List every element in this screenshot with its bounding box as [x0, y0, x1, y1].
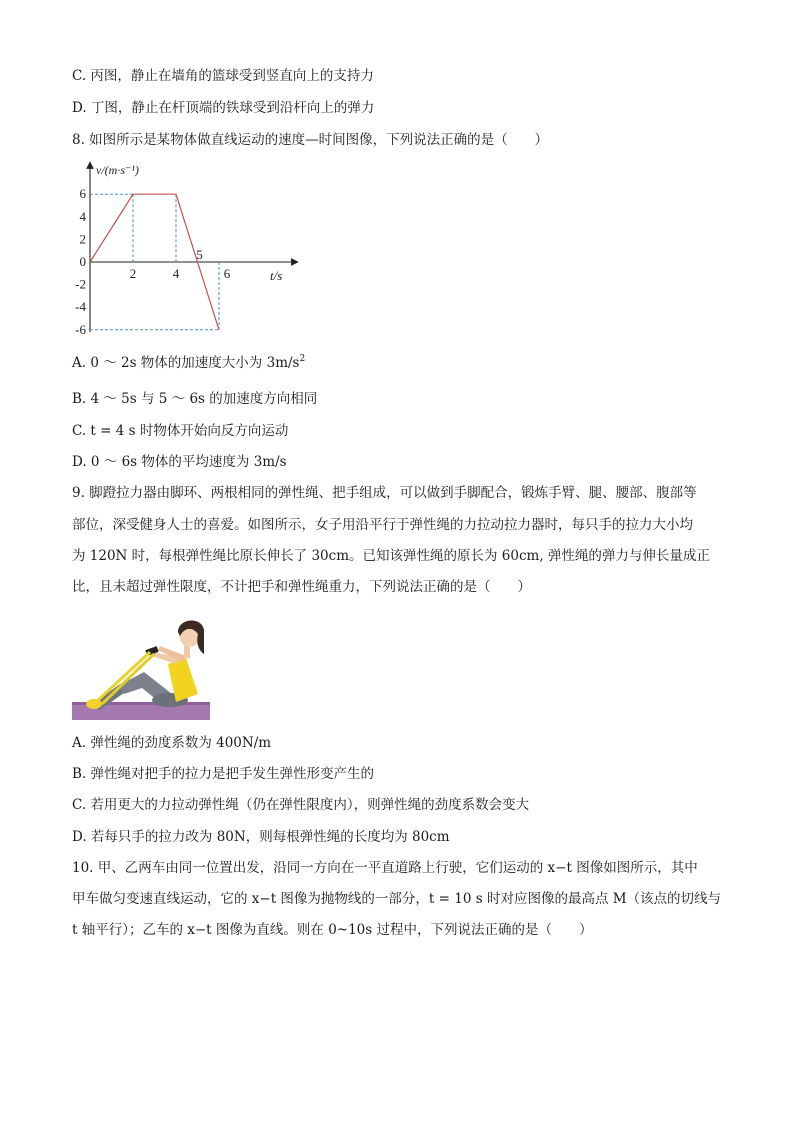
q9-option-c: C. 若用更大的力拉动弹性绳（仍在弹性限度内），则弹性绳的劲度系数会变大 [72, 797, 530, 813]
y-axis-label: v/(m·s⁻¹) [96, 163, 139, 177]
q10-stem-line3: t 轴平行）；乙车的 x−t 图像为直线。则在 0~10s 过程中，下列说法正确的是（ ） [72, 922, 593, 938]
q9-stem-line2: 部位，深受健身人士的喜爱。如图所示，女子用沿平行于弹性绳的力拉动拉力器时，每只手的拉力大小均 [72, 517, 693, 533]
q10-stem-line1: 10. 甲、乙两车由同一位置出发，沿同一方向在一平直道路上行驶，它们运动的 x−t 图像如图所示，其中 [72, 860, 698, 876]
y-tick-label: 0 [79, 254, 86, 269]
q7-option-d: D. 丁图，静止在杆顶端的铁球受到沿杆向上的弹力 [72, 100, 375, 116]
y-tick-label: -4 [75, 299, 86, 315]
q8-option-c: C. t = 4 s 时物体开始向反方向运动 [72, 423, 289, 439]
x-tick-label: 6 [223, 266, 231, 281]
q7-option-c: C. 丙图，静止在墙角的篮球受到竖直向上的支持力 [72, 68, 374, 84]
y-tick-label: -6 [75, 321, 86, 337]
x-tick-label: 5 [196, 247, 203, 262]
q10-stem-line2: 甲车做匀变速直线运动，它的 x−t 图像为抛物线的一部分，t = 10 s 时对应图像的最高点 M（该点的切线与 [72, 891, 722, 907]
q8-option-a-sup: 2 [299, 354, 306, 364]
q9-stem-line3: 为 120N 时，每根弹性绳比原长伸长了 30cm。已知该弹性绳的原长为 60cm, 弹性绳的弹力与伸长量成正 [72, 548, 710, 564]
q9-stem-line4: 比，且未超过弹性限度，不计把手和弹性绳重力，下列说法正确的是（ ） [72, 579, 531, 595]
y-tick-label: 2 [79, 231, 86, 247]
x-tick-label: 2 [129, 266, 137, 281]
exercise-photo [72, 614, 210, 720]
q8-option-b: B. 4 ～ 5s 与 5 ～ 6s 的加速度方向相同 [72, 391, 318, 407]
x-tick-label: 4 [172, 266, 180, 281]
q9-option-b: B. 弹性绳对把手的拉力是把手发生弹性形变产生的 [72, 766, 375, 782]
q9-option-d: D. 若每只手的拉力改为 80N，则每根弹性绳的长度均为 80cm [72, 829, 450, 845]
y-tick-label: -2 [75, 276, 86, 292]
x-axis-label: t/s [270, 268, 283, 283]
q8-option-a [72, 354, 305, 372]
q8-stem: 8. 如图所示是某物体做直线运动的速度—时间图像，下列说法正确的是（ ） [72, 132, 549, 148]
q8-option-a-text: A. 0 ～ 2s 物体的加速度大小为 3m/s [72, 355, 300, 371]
q9-option-a: A. 弹性绳的劲度系数为 400N/m [72, 735, 272, 751]
q8-option-d: D. 0 ～ 6s 物体的平均速度为 3m/s [72, 454, 287, 470]
q9-stem-line1: 9. 脚蹬拉力器由脚环、两根相同的弹性绳、把手组成，可以做到手脚配合，锻炼手臂、腿、腰部、腹部等 [72, 485, 697, 501]
velocity-time-graph [70, 160, 310, 340]
y-tick-label: 4 [79, 208, 86, 224]
y-tick-label: 6 [79, 186, 86, 202]
